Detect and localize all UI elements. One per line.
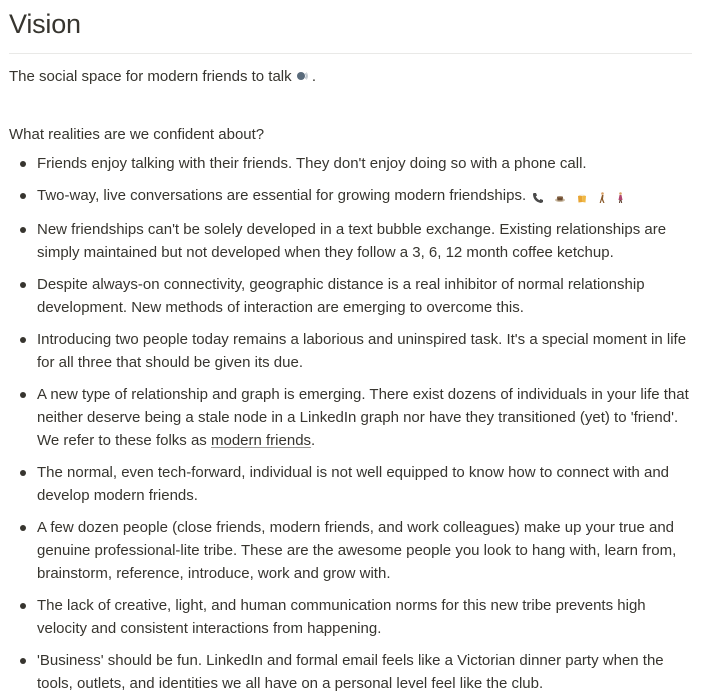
list-item-text: 'Business' should be fun. LinkedIn and formal email feels like a Victorian dinner party when the tools, outlets, and identities we all have on a personal level feel like the club. [37,652,664,692]
bullet-icon [20,161,26,167]
list-item-text: A few dozen people (close friends, modern friends, and work colleagues) make up your true and genuine professional-lite tribe. These are the awesome people you look to hang with, learn from, brainstorm, reference, introduce, work and grow with. [37,519,677,582]
section-question: What realities are we confident about? [9,126,265,143]
list-item [9,594,692,640]
list-item-text: Two-way, live conversations are essential for growing modern friendships. [37,187,527,204]
title-divider [9,53,692,54]
beer-icon [576,192,588,204]
list-item-text-end: . [311,432,316,449]
tagline-text: The social space for modern friends to talk [9,68,292,85]
list-item-text: Despite always-on connectivity, geographic distance is a real inhibitor of normal relationship development. New methods of interaction are emerging to overcome this. [37,276,645,316]
bullet-icon [20,470,26,476]
bullet-icon [20,282,26,288]
list-item-text: Friends enjoy talking with their friends. They don't enjoy doing so with a phone call. [37,155,587,172]
bullet-icon [20,525,26,531]
list-item-text: The lack of creative, light, and human communication norms for this new tribe prevents high velocity and consistent interactions from happening. [37,597,646,637]
list-item [9,649,692,695]
speaking-head-icon [296,67,308,79]
list-item-text: New friendships can't be solely developed in a text bubble exchange. Existing relationships are simply maintained but not developed when they follow a 3, 6, 12 month coffee ketchup. [37,221,667,261]
bullet-icon [20,603,26,609]
phone-icon [532,192,544,204]
list-item-text: Introducing two people today remains a laborious and uninspired task. It's a special moment in life for all three that should be given its due. [37,331,687,371]
list-item [9,461,692,507]
beliefs-list [9,152,692,695]
bullet-icon [20,392,26,398]
bullet-icon [20,658,26,664]
list-item [9,152,692,175]
tagline-period: . [311,68,316,85]
list-item [9,516,692,585]
list-item [9,328,692,374]
bullet-icon [20,193,26,199]
emoji-row [532,186,634,209]
bullet-icon [20,227,26,233]
list-item [9,184,692,209]
page-title: Vision [9,9,81,39]
walking-woman-icon [616,192,624,204]
coffee-icon [554,192,566,204]
walking-person-icon [598,192,606,204]
list-item-text: A new type of relationship and graph is emerging. There exist dozens of individuals in your life that neither deserve being a stale node in a LinkedIn graph nor have they transitioned (yet) to 'friend'. We refer to these folks as [37,386,689,449]
list-item-text: The normal, even tech-forward, individual is not well equipped to know how to connect with and develop modern friends. [37,464,670,504]
tagline [9,66,692,88]
bullet-icon [20,337,26,343]
modern-friends-link[interactable]: modern friends [210,432,312,449]
list-item [9,218,692,264]
list-item [9,273,692,319]
list-item [9,383,692,452]
